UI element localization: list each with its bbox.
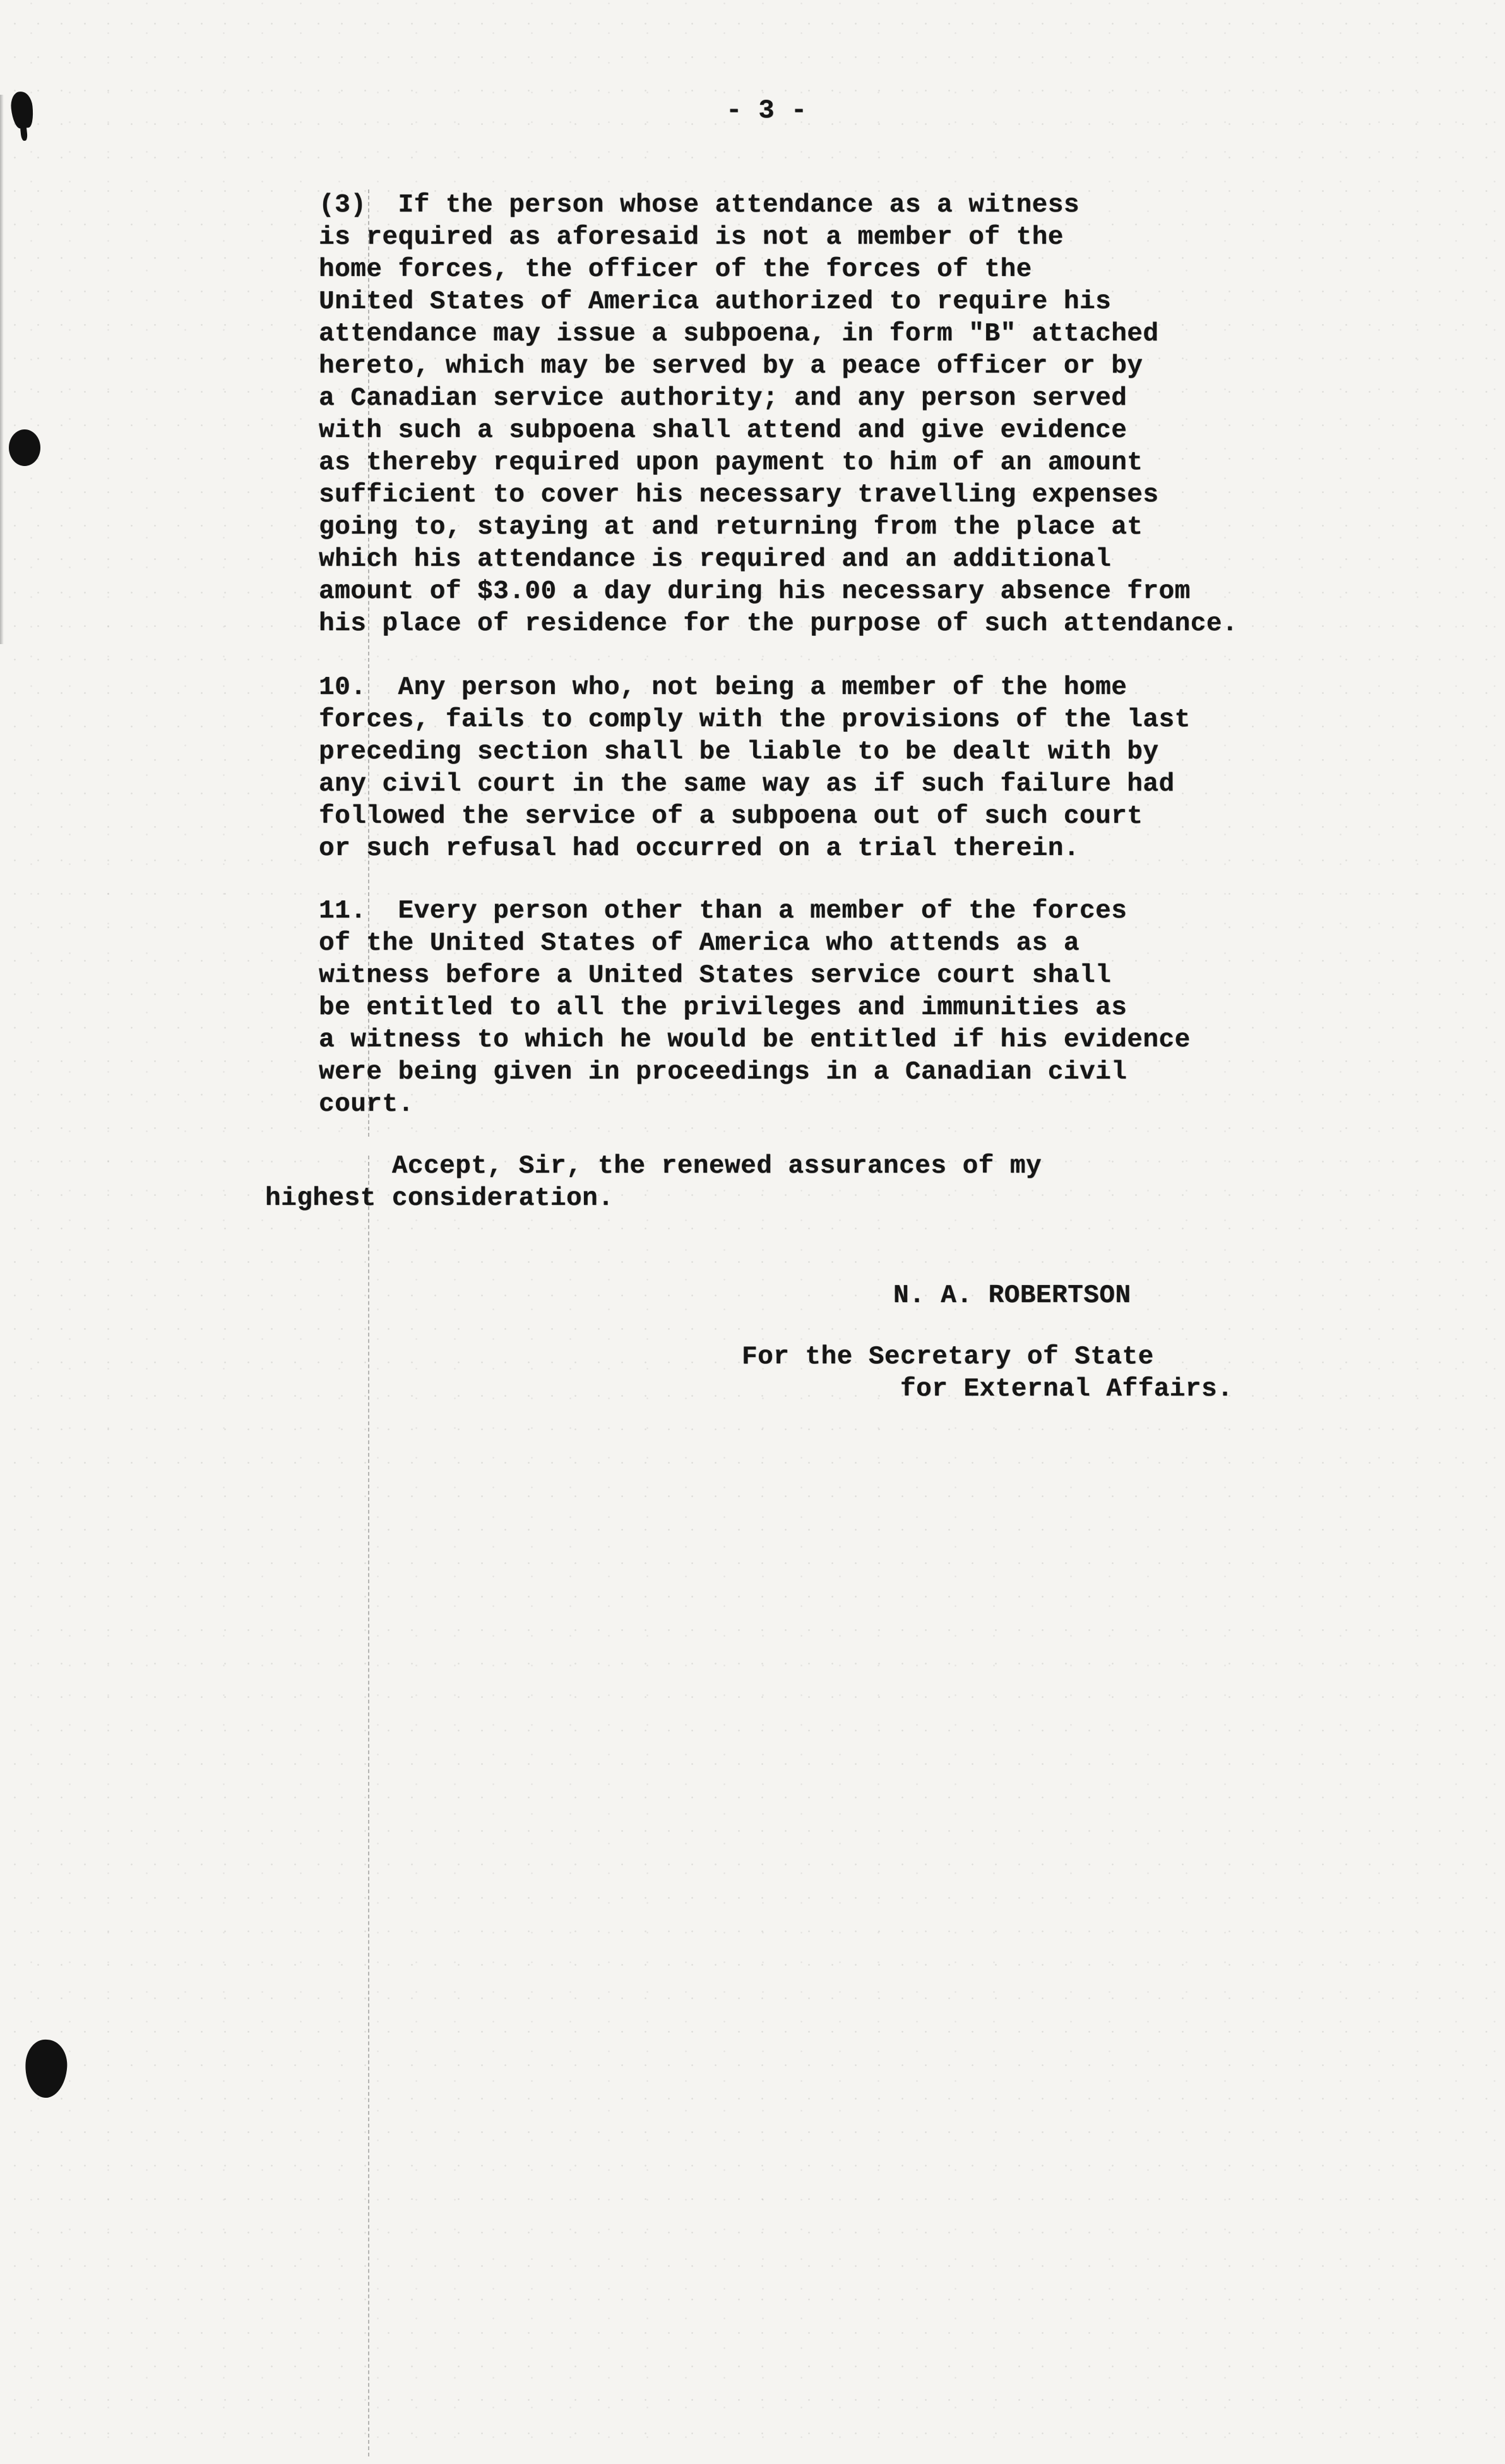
paragraph-10: 10. Any person who, not being a member of the home forces, fails to comply with the provisions of the last preceding section shall be liable to be dealt with by any civil court in the same way as if such failure had followed the service of a subpoena out of such court or such refusal had occurred on a trial therein. [319,673,1191,863]
signatory-title: For the Secretary of State for External Affairs. [742,1343,1234,1404]
margin-fold-line-lower [368,1156,369,2456]
closing-line: Accept, Sir, the renewed assurances of my highest consideration. [265,1152,1042,1213]
punch-hole-mark-bottom [23,2038,69,2099]
left-edge-shadow [0,95,4,644]
paragraph-3: (3) If the person whose attendance as a witness is required as aforesaid is not a member of the home forces, the officer of the forces of the United States of America authorized to require his attendance may issue a subpoena, in form "B" attached hereto, which may be served by a peace officer or by a Canadian service authority; and any person served with such a subpoena shall attend and give evidence as thereby required upon payment to him of an amount sufficient to cover his necessary travelling expenses going to, staying at and returning from the place at which his attendance is required and an additional amount of $3.00 a day during his necessary absence from his place of residence for the purpose of such attendance. [319,191,1239,638]
punch-hole-mark-top [9,90,35,129]
paragraph-11: 11. Every person other than a member of the forces of the United States of America who attends as a witness before a United States service court shall be entitled to all the privileges and immunities as a witness to which he would be entitled if his evidence were being given in proceedings in a Canadian civil court. [319,897,1191,1119]
signatory-name: N. A. ROBERTSON [893,1281,1131,1310]
page-number: - 3 - [726,95,807,126]
punch-hole-mark-middle [9,429,40,466]
